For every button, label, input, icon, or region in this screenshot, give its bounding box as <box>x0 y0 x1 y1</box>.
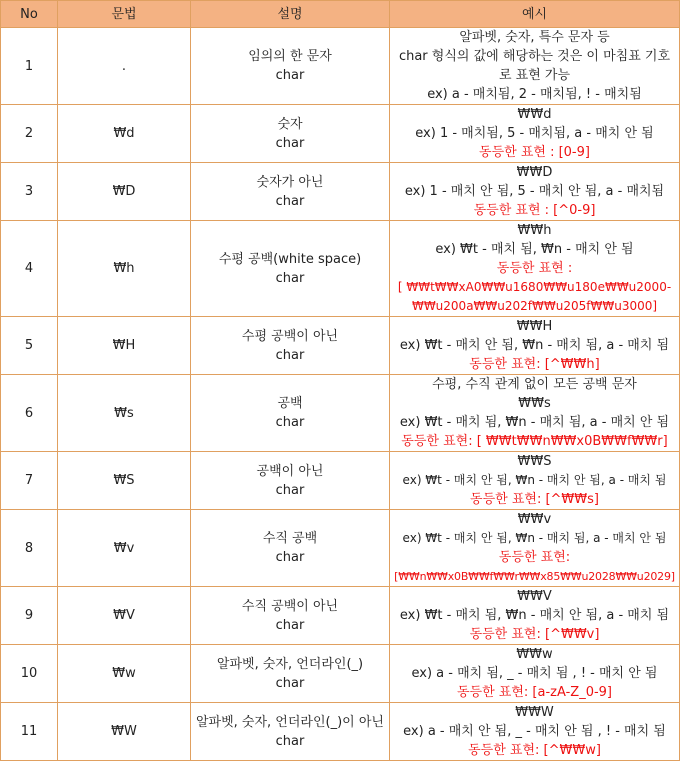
equivalent-expression-line: 동등한 표현: [^₩₩v] <box>469 627 600 642</box>
table-header-row <box>1 1 680 28</box>
cell-syntax: ₩v <box>58 510 191 587</box>
equivalent-expression-line: 동등한 표현 : [0-9] <box>479 145 590 160</box>
table-body <box>1 28 680 761</box>
cell-description <box>191 105 390 163</box>
cell-no: 4 <box>1 221 58 317</box>
cell-no: 3 <box>1 163 58 221</box>
cell-example <box>390 510 680 587</box>
example-line: ₩₩s <box>518 396 551 411</box>
cell-example <box>390 317 680 375</box>
cell-description <box>191 645 390 703</box>
table-row <box>1 317 680 375</box>
cell-example <box>390 703 680 761</box>
cell-syntax: ₩D <box>58 163 191 221</box>
description-line: char <box>275 550 305 565</box>
cell-description <box>191 375 390 452</box>
table-row <box>1 163 680 221</box>
equivalent-expression-line: ₩₩u200a₩₩u202f₩₩u205f₩₩u3000] <box>411 299 658 313</box>
header-description: 설명 <box>191 1 390 28</box>
cell-no: 11 <box>1 703 58 761</box>
example-line: ₩₩v <box>517 512 552 527</box>
cell-example <box>390 221 680 317</box>
example-line: ex) ₩t - 매치 안 됨, ₩n - 매치 됨, a - 매치 안 됨 <box>402 531 667 545</box>
cell-no: 9 <box>1 587 58 645</box>
table-row <box>1 105 680 163</box>
description-line: 알파벳, 숫자, 언더라인(_) <box>216 656 364 672</box>
cell-example <box>390 645 680 703</box>
cell-syntax: ₩h <box>58 221 191 317</box>
description-line: char <box>275 675 305 691</box>
cell-no: 5 <box>1 317 58 375</box>
table-row <box>1 375 680 452</box>
example-line: ex) ₩t - 매치 안 됨, ₩n - 매치 안 됨, a - 매치 됨 <box>402 473 667 487</box>
example-line: ex) a - 매치됨, 2 - 매치됨, ! - 매치됨 <box>427 87 642 102</box>
description-line: 수평 공백이 아닌 <box>241 328 339 344</box>
cell-description <box>191 317 390 375</box>
equivalent-expression-line: 동등한 표현: <box>498 550 571 565</box>
equivalent-expression-line: 동등한 표현: [a-zA-Z_0-9] <box>457 685 612 700</box>
description-line: char <box>275 733 305 749</box>
cell-syntax: ₩s <box>58 375 191 452</box>
table-row <box>1 703 680 761</box>
cell-syntax: ₩S <box>58 452 191 510</box>
cell-example <box>390 28 680 105</box>
cell-syntax: ₩V <box>58 587 191 645</box>
cell-no: 6 <box>1 375 58 452</box>
cell-no: 8 <box>1 510 58 587</box>
cell-example <box>390 163 680 221</box>
description-line: 알파벳, 숫자, 언더라인(_)이 아닌 <box>195 714 384 730</box>
example-line: 로 표현 가능 <box>498 68 571 83</box>
cell-example <box>390 452 680 510</box>
equivalent-expression-line: 동등한 표현: [^₩₩w] <box>468 743 601 758</box>
table-row <box>1 452 680 510</box>
equivalent-expression-line: 동등한 표현: [^₩₩h] <box>469 357 600 372</box>
example-line: ₩₩S <box>517 454 552 469</box>
description-line: 공백 <box>277 396 303 411</box>
cell-no: 7 <box>1 452 58 510</box>
table-row <box>1 28 680 105</box>
cell-example <box>390 587 680 645</box>
example-line: ex) a - 매치 됨, _ - 매치 됨 , ! - 매치 안 됨 <box>411 666 658 681</box>
equivalent-expression-line: 동등한 표현: [ ₩₩t₩₩n₩₩x0B₩₩f₩₩r] <box>401 434 668 449</box>
example-line: ex) 1 - 매치됨, 5 - 매치됨, a - 매치 안 됨 <box>415 126 654 141</box>
cell-syntax: ₩w <box>58 645 191 703</box>
description-line: 숫자 <box>277 116 303 132</box>
example-line: ex) ₩t - 매치 안 됨, ₩n - 매치 됨, a - 매치 됨 <box>399 338 670 353</box>
table-row <box>1 645 680 703</box>
cell-description <box>191 587 390 645</box>
description-line: char <box>275 135 305 151</box>
example-line: ₩₩D <box>516 165 553 180</box>
table-row <box>1 587 680 645</box>
description-line: char <box>275 193 305 209</box>
cell-syntax: . <box>58 28 191 105</box>
cell-description <box>191 163 390 221</box>
example-line: ex) a - 매치 안 됨, _ - 매치 안 됨 , ! - 매치 됨 <box>403 724 666 739</box>
cell-description <box>191 703 390 761</box>
cell-syntax: ₩H <box>58 317 191 375</box>
table-row <box>1 221 680 317</box>
cell-example <box>390 375 680 452</box>
example-line: ₩₩W <box>515 705 554 720</box>
header-example: 예시 <box>390 1 680 28</box>
equivalent-expression-line: 동등한 표현 : <box>496 261 573 276</box>
equivalent-expression-line: 동등한 표현 : [^0-9] <box>473 203 596 218</box>
example-line: ex) 1 - 매치 안 됨, 5 - 매치 안 됨, a - 매치됨 <box>404 184 665 199</box>
description-line: 임의의 한 문자 <box>248 49 332 64</box>
equivalent-expression-line: 동등한 표현: [^₩₩s] <box>470 492 599 507</box>
equivalent-expression-line: [ ₩₩t₩₩xA0₩₩u1680₩₩u180e₩₩u2000- <box>397 280 672 294</box>
description-line: char <box>275 617 305 633</box>
example-line: ex) ₩t - 매치 됨, ₩n - 매치 안 됨, a - 매치 됨 <box>399 608 670 623</box>
cell-description <box>191 28 390 105</box>
header-no: No <box>1 1 58 28</box>
header-syntax: 문법 <box>58 1 191 28</box>
table-row <box>1 510 680 587</box>
cell-description <box>191 221 390 317</box>
cell-no: 2 <box>1 105 58 163</box>
cell-syntax: ₩d <box>58 105 191 163</box>
example-line: 수평, 수직 관계 없이 모든 공백 문자 <box>432 377 637 392</box>
example-line: ₩₩V <box>517 589 552 604</box>
example-line: ₩₩d <box>517 107 552 122</box>
description-line: char <box>275 415 305 430</box>
description-line: char <box>275 68 305 83</box>
cell-no: 1 <box>1 28 58 105</box>
example-line: 알파벳, 숫자, 특수 문자 등 <box>459 30 610 45</box>
example-line: ex) ₩t - 매치 됨, ₩n - 매치 안 됨 <box>435 242 634 257</box>
cell-syntax: ₩W <box>58 703 191 761</box>
description-line: 수평 공백(white space) <box>218 251 362 267</box>
example-line: ex) ₩t - 매치 됨, ₩n - 매치 됨, a - 매치 안 됨 <box>399 415 670 430</box>
cell-no: 10 <box>1 645 58 703</box>
cell-description <box>191 510 390 587</box>
description-line: char <box>275 347 305 363</box>
cell-description <box>191 452 390 510</box>
equivalent-expression-line: [₩₩n₩₩x0B₩₩f₩₩r₩₩x85₩₩u2028₩₩u2029] <box>394 570 675 583</box>
description-line: 숫자가 아닌 <box>256 174 324 190</box>
description-line: 수직 공백이 아닌 <box>241 598 339 614</box>
description-line: 수직 공백 <box>262 531 318 546</box>
description-line: 공백이 아닌 <box>256 463 324 479</box>
example-line: ₩₩h <box>517 223 552 238</box>
description-line: char <box>275 482 305 498</box>
cell-example <box>390 105 680 163</box>
example-line: ₩₩w <box>516 647 553 662</box>
example-line: char 형식의 값에 해당하는 것은 이 마침표 기호 <box>398 49 671 64</box>
description-line: char <box>275 270 305 286</box>
example-line: ₩₩H <box>516 319 553 334</box>
